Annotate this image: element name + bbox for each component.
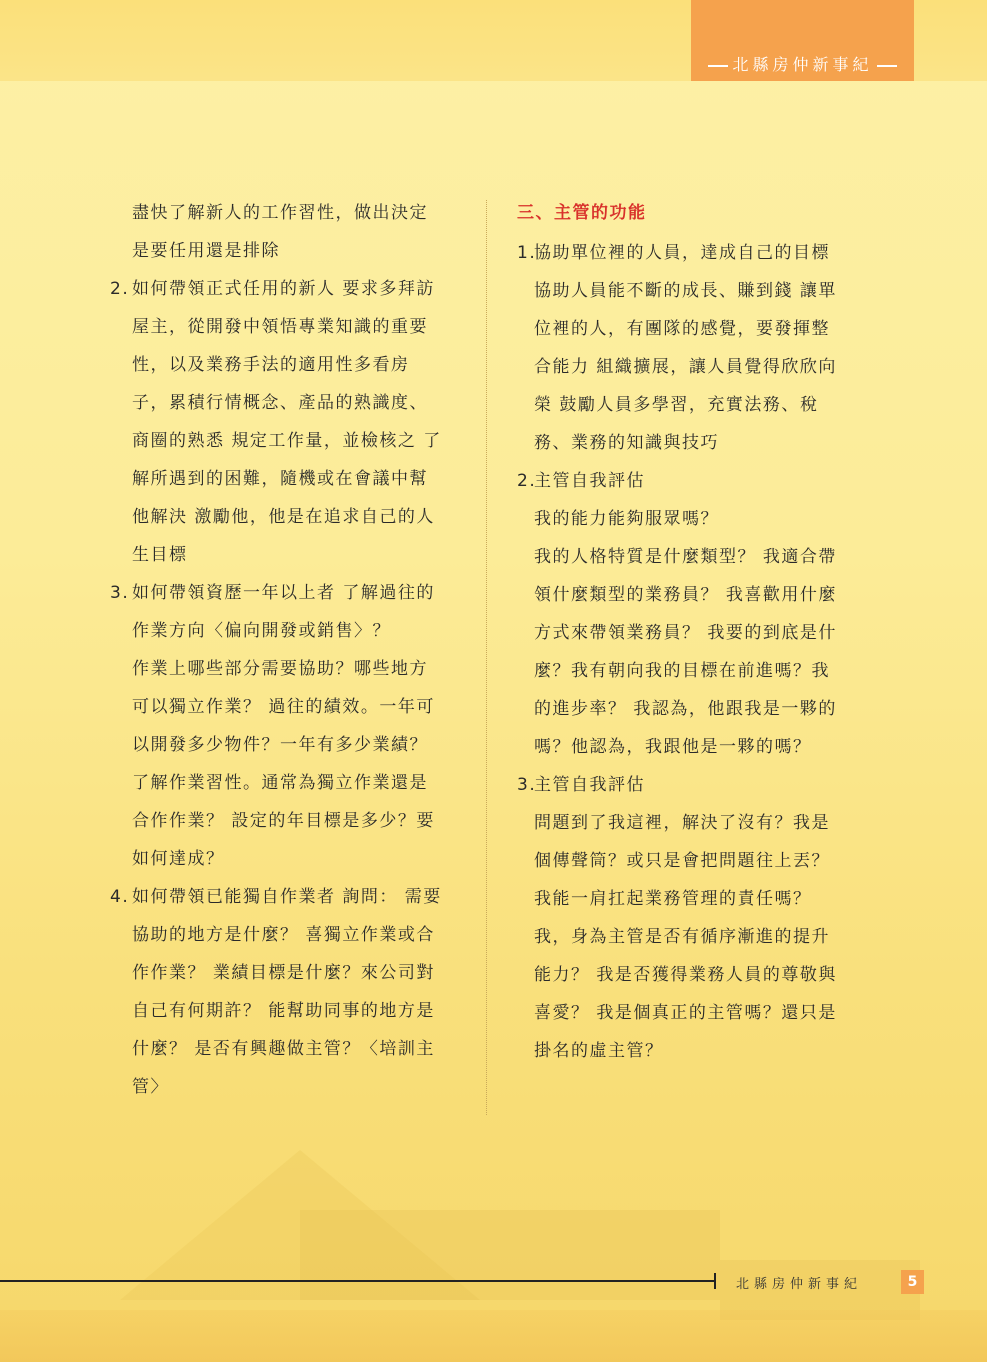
text-line: 作作業？ 業績目標是什麼？來公司對 [132,963,435,983]
text-line: 我能一肩扛起業務管理的責任嗎？ [534,889,812,909]
text-line: 喜愛？ 我是個真正的主管嗎？還只是 [534,1003,837,1023]
text-line: 掛名的虛主管？ [534,1041,664,1061]
list-number: 2. [517,471,537,491]
text-line: 我的人格特質是什麼類型？ 我適合帶 [534,547,837,567]
text-line: 可以獨立作業？ 過往的績效。一年可 [132,697,435,717]
text-line: 什麼？ 是否有興趣做主管？〈培訓主 [132,1039,435,1059]
text-line: 如何帶領資歷一年以上者 了解過往的 [132,583,435,603]
text-line: 管〉 [132,1077,169,1097]
text-line: 如何帶領已能獨自作業者 詢問： 需要 [132,887,442,907]
text-line: 能力？ 我是否獲得業務人員的尊敬與 [534,965,837,985]
text-line: 如何帶領正式任用的新人 要求多拜訪 [132,279,435,299]
text-line: 方式來帶領業務員？ 我要的到底是什 [534,623,837,643]
text-line: 位裡的人，有團隊的感覺，要發揮整 [534,319,830,339]
text-line: 商圈的熟悉 規定工作量，並檢核之 了 [132,431,442,451]
text-line: 自己有何期許？ 能幫助同事的地方是 [132,1001,435,1021]
text-line: 個傳聲筒？或只是會把問題往上丟？ [534,851,830,871]
text-line: 如何達成？ [132,849,225,869]
text-line: 協助單位裡的人員，達成自己的目標 [534,243,830,263]
header-title-text: 北縣房仲新事紀 [732,55,873,74]
list-item-3 [110,576,455,614]
section-title: 三、主管的功能 [517,203,647,223]
text-line: 主管自我評估 [534,471,645,491]
text-line: 他解決 激勵他，他是在追求自己的人 [132,507,435,527]
list-number: 3. [110,583,130,603]
page-number: 5 [901,1270,924,1294]
list-number: 1. [517,243,537,263]
text-line: 作業上哪些部分需要協助？哪些地方 [132,659,428,679]
text-line: 子，累積行情概念、產品的熟識度、 [132,393,428,413]
text-line: 解所遇到的困難，隨機或在會議中幫 [132,469,428,489]
text-line: 麼？我有朝向我的目標在前進嗎？我 [534,661,830,681]
list-number: 3. [517,775,537,795]
header-dash-left [708,65,728,67]
text-line: 作業方向〈偏向開發或銷售〉？ [132,621,391,641]
text-line: 協助人員能不斷的成長、賺到錢 讓單 [534,281,837,301]
text-line: 問題到了我這裡，解決了沒有？我是 [534,813,830,833]
list-item-1 [517,236,862,274]
right-column [517,196,862,1072]
column-divider [486,200,487,1115]
text-line: 合作作業？ 設定的年目標是多少？要 [132,811,435,831]
text-line: 的進步率？ 我認為，他跟我是一夥的 [534,699,837,719]
text-line: 屋主，從開發中領悟專業知識的重要 [132,317,428,337]
text-line: 生目標 [132,545,188,565]
text-line: 我的能力能夠服眾嗎？ [534,509,719,529]
text-line: 主管自我評估 [534,775,645,795]
header-title [691,52,914,75]
list-item-4 [110,880,455,918]
text-line: 我，身為主管是否有循序漸進的提升 [534,927,830,947]
list-number: 2. [110,279,130,299]
text-line: 了解作業習性。通常為獨立作業還是 [132,773,428,793]
text-line: 以開發多少物件？一年有多少業績？ [132,735,428,755]
footer-title: 北縣房仲新事紀 [736,1277,863,1292]
text-line: 是要任用還是排除 [132,241,280,261]
footer-tick [714,1273,716,1289]
bg-building-block [300,1210,720,1300]
footer-band [0,1310,987,1362]
left-column [110,196,455,1108]
list-item-2 [517,464,862,502]
text-line: 合能力 組織擴展，讓人員覺得欣欣向 [534,357,837,377]
footer-rule [0,1280,716,1282]
list-item-2 [110,272,455,310]
header-box [691,0,914,81]
text-line: 性，以及業務手法的適用性多看房 [132,355,410,375]
list-number: 4. [110,887,130,907]
text-line: 嗎？他認為，我跟他是一夥的嗎？ [534,737,812,757]
text-line: 協助的地方是什麼？ 喜獨立作業或合 [132,925,435,945]
text-line: 盡快了解新人的工作習性，做出決定 [132,203,428,223]
text-line: 榮 鼓勵人員多學習，充實法務、稅 [534,395,819,415]
header-dash-right [877,65,897,67]
list-item-3 [517,768,862,806]
text-line: 務、業務的知識與技巧 [534,433,719,453]
text-line: 領什麼類型的業務員？ 我喜歡用什麼 [534,585,837,605]
